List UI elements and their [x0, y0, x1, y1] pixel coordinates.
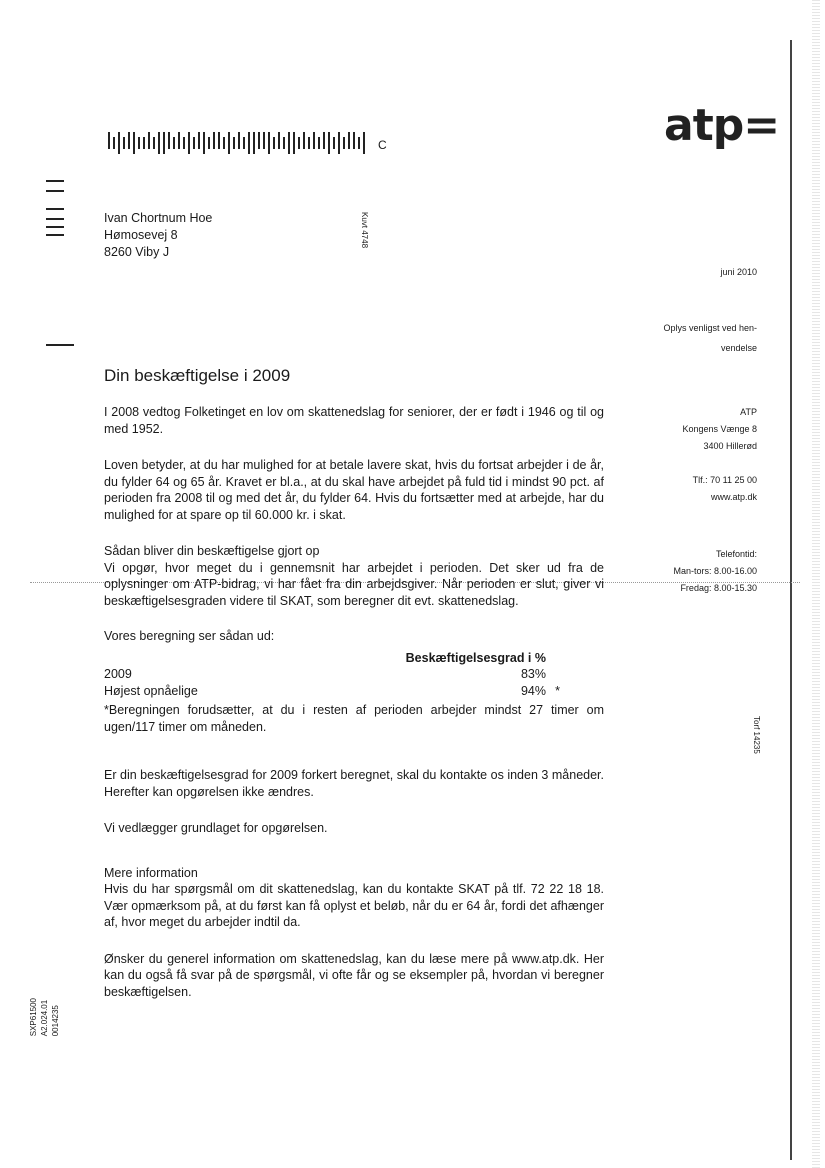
phone-hours-label: Telefontid:	[715, 549, 757, 559]
letter-title: Din beskæftigelse i 2009	[104, 366, 291, 385]
reference-note-line-1: Oplys venligst ved hen-	[663, 323, 757, 333]
calc-row	[104, 666, 564, 683]
sender-block	[682, 404, 757, 506]
calc-row-label: 2009	[104, 667, 132, 681]
sender-phone: Tlf.: 70 11 25 00	[692, 475, 757, 485]
sender-city: 3400 Hillerød	[703, 441, 757, 451]
calc-row-value: 83%	[520, 667, 546, 681]
page-edge-line	[790, 40, 792, 1160]
recipient-address	[104, 210, 212, 261]
calc-intro: Vores beregning ser sådan ud:	[104, 629, 275, 643]
letter-body-top	[104, 404, 604, 629]
calc-row-value: 94%	[520, 683, 546, 698]
calc-row-label: Højest opnåelige	[104, 683, 198, 698]
calculation-table	[104, 628, 564, 699]
right-margin-code: Torf 14235	[752, 716, 761, 754]
paragraph-meaning: Loven betyder, at du har mulighed for at betale lavere skat, hvis du fortsat arbejder i de år, du fylder 64 og 65 år. Kravet er bl.a., at du skal have arbejdet på fuld tid i mindst 90 pct. af perioden fra 2008 til og med det år, du fylder 64. Hvis du fortsætter med at arbejde, har du mulighed for at spare op til 60.000 kr. i skat.	[104, 458, 604, 522]
reference-note	[663, 318, 757, 358]
reference-note-line-2: vendelse	[720, 343, 757, 353]
postal-barcode	[108, 132, 370, 154]
sender-street: Kongens Vænge 8	[682, 424, 757, 434]
calc-row	[104, 683, 564, 700]
calc-footnote: *Beregningen forudsætter, at du i resten af perioden arbejder mindst 27 timer om ugen/117 timer om måneden.	[104, 703, 604, 734]
recipient-street: Hømosevej 8	[104, 228, 178, 242]
more-info-heading: Mere information	[104, 865, 198, 880]
atp-logo: atp=	[664, 100, 780, 151]
more-info-atp: Ønsker du generel information om skattenedslag, kan du læse mere på www.atp.dk. Her kan du også få svar på de spørgsmål, vi ofte får og se eksempler på, hvordan vi beregner beskæftigelsen.	[104, 951, 604, 999]
scan-edge-texture	[812, 0, 820, 1168]
letter-body-bottom	[104, 702, 604, 1020]
document-code: SXP61500 A2.024.01 0014235	[29, 998, 60, 1037]
phone-hours	[673, 546, 757, 597]
barcode-suffix: C	[378, 138, 387, 152]
paragraph-attachment: Vi vedlægger grundlaget for opgørelsen.	[104, 821, 328, 835]
paragraph-calc: Vi opgør, hvor meget du i gennemsnit har arbejdet i perioden. Det sker ud fra de oplysninger om ATP-bidrag, vi har fået fra din arbejdsgiver. Når perioden er slut, giver vi beskæftigelsesgraden videre til SKAT, som beregner dit evt. skattenedslag.	[104, 560, 604, 608]
phone-hours-weekdays: Man-tors: 8.00-16.00	[673, 566, 757, 576]
more-info-skat: Hvis du har spørgsmål om dit skattenedslag, kan du kontakte SKAT på tlf. 72 22 18 18. Vær opmærksom på, at du først kan få oplyst et beløb, når du er 64 år, fordi det afhænger af, hvor meget du arbejder indtil da.	[104, 882, 604, 929]
recipient-city: 8260 Viby J	[104, 245, 170, 259]
sender-name: ATP	[740, 407, 757, 417]
kuvert-code: Kuvt 4748	[360, 212, 369, 249]
paragraph-correction: Er din beskæftigelsesgrad for 2009 forkert beregnet, skal du kontakte os inden 3 måneder. Herefter kan opgørelsen ikke ændres.	[104, 768, 604, 799]
calc-row-mark: *	[555, 683, 560, 698]
paragraph-heading-calc: Sådan bliver din beskæftigelse gjort op	[104, 544, 320, 558]
sender-web: www.atp.dk	[710, 492, 757, 502]
recipient-name: Ivan Chortnum Hoe	[104, 211, 213, 225]
phone-hours-friday: Fredag: 8.00-15.30	[680, 583, 757, 593]
paragraph-law: I 2008 vedtog Folketinget en lov om skattenedslag for seniorer, der er født i 1946 og til og med 1952.	[104, 405, 604, 436]
letter-date: juni 2010	[720, 267, 757, 277]
calc-column-header: Beskæftigelsesgrad i %	[405, 650, 546, 665]
